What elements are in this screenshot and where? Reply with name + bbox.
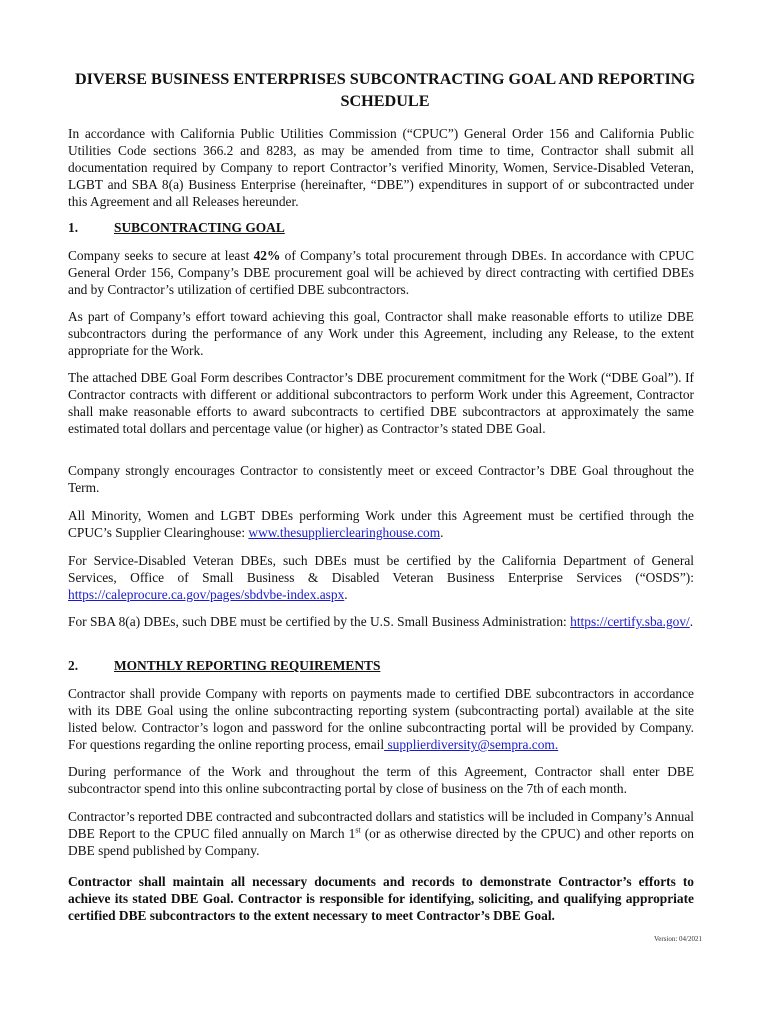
goal-percentage: 42% xyxy=(253,248,281,263)
text-run: . xyxy=(440,525,444,540)
text-run: Contractor’s reported DBE contracted and subcontracted dollars and statistics will be included in Company’s Annual DBE Report to the CPUC filed annually on March 1 xyxy=(68,809,694,841)
section-2-paragraph-1 xyxy=(68,685,694,753)
ordinal-suffix: st xyxy=(355,825,361,835)
text-run: For SBA 8(a) DBEs, such DBE must be certified by the U.S. Small Business Administration: xyxy=(68,614,571,629)
text-run: Contractor shall provide Company with reports on payments made to certified DBE subcontractors in accordance with its DBE Goal using the online subcontracting reporting system (subcontracting portal) available at the site listed below. Contractor’s logon and password for the online subcontracting portal will be provided by Company. For questions regarding the online reporting process, email xyxy=(68,686,694,752)
section-1-paragraph-6 xyxy=(68,552,694,603)
section-1-title: SUBCONTRACTING GOAL xyxy=(114,220,285,235)
section-1-paragraph-2: As part of Company’s effort toward achieving this goal, Contractor shall make reasonable efforts to utilize DBE subcontractors during the performance of any Work under this Agreement, including any Release, to the extent appropriate for the Work. xyxy=(68,309,694,358)
section-2-number: 2. xyxy=(68,658,79,673)
section-1-paragraph-3: The attached DBE Goal Form describes Contractor’s DBE procurement commitment for the Work (“DBE Goal”). If Contractor contracts with different or additional subcontractors to perform Work under this Agreement, Contractor shall make reasonable efforts to award subcontracts to certified DBE subcontractors at approximately the same estimated total dollars and percentage value (or higher) as Contractor’s stated DBE Goal. xyxy=(68,370,694,436)
text-run: For Service-Disabled Veteran DBEs, such DBEs must be certified by the California Department of General Services, Office of Small Business & Disabled Veteran Business Enterprise Services (“OSDS”): xyxy=(68,553,694,585)
section-1-paragraph-1 xyxy=(68,247,694,298)
section-1-number: 1. xyxy=(68,220,79,235)
section-1-paragraph-4: Company strongly encourages Contractor to consistently meet or exceed Contractor’s DBE Goal throughout the Term. xyxy=(68,463,694,495)
text-run: Company seeks to secure at least xyxy=(68,248,254,263)
document-title: DIVERSE BUSINESS ENTERPRISES SUBCONTRACTING GOAL AND REPORTING SCHEDULE xyxy=(74,70,696,110)
certify-sba-link[interactable]: https://certify.sba.gov/ xyxy=(570,614,690,629)
section-1-heading xyxy=(68,219,285,236)
section-1-paragraph-5 xyxy=(68,507,694,541)
section-1-paragraph-7 xyxy=(68,613,694,630)
intro-paragraph: In accordance with California Public Utilities Commission (“CPUC”) General Order 156 and California Public Utilities Code sections 366.2 and 8283, as may be amended from time to time, Contractor shall submit all documentation required by Company to report Contractor’s verified Minority, Women, Service-Disabled Veteran, LGBT and SBA 8(a) Business Enterprise (hereinafter, “DBE”) expenditures in support of or subcontracted under this Agreement and all Releases hereunder. xyxy=(68,126,694,209)
supplier-diversity-email-link[interactable]: supplierdiversity@sempra.com. xyxy=(384,737,559,752)
caleprocure-link[interactable]: https://caleprocure.ca.gov/pages/sbdvbe-index.aspx xyxy=(68,587,345,602)
section-2-paragraph-4: Contractor shall maintain all necessary documents and records to demonstrate Contractor’s efforts to achieve its stated DBE Goal. Contractor is responsible for identifying, soliciting, and qualifying appropriate certified DBE subcontractors to the extent necessary to meet Contractor’s DBE Goal. xyxy=(68,874,694,923)
section-2-heading xyxy=(68,657,380,674)
text-run: . xyxy=(689,614,694,629)
text-run: . xyxy=(344,587,348,602)
text-run: of Company’s total procurement through DBEs. In accordance with CPUC General Order 156, Company’s DBE procurement goal will be achieved by direct contracting with certified DBEs and by Contractor’s utilization of certified DBE subcontractors. xyxy=(68,248,694,297)
text-run: (or as otherwise directed by the CPUC) and other reports on DBE spend published by Company. xyxy=(68,826,694,858)
version-footer: Version: 04/2021 xyxy=(653,935,702,943)
section-2-title: MONTHLY REPORTING REQUIREMENTS xyxy=(114,658,381,673)
section-2-paragraph-3 xyxy=(68,808,694,859)
supplier-clearinghouse-link[interactable]: www.thesupplierclearinghouse.com xyxy=(248,525,441,540)
section-2-paragraph-2: During performance of the Work and throughout the term of this Agreement, Contractor shall enter DBE subcontractor spend into this online subcontracting portal by close of business on the 7th of each month. xyxy=(68,764,694,796)
text-run: All Minority, Women and LGBT DBEs performing Work under this Agreement must be certified through the CPUC’s Supplier Clearinghouse: xyxy=(68,508,694,540)
